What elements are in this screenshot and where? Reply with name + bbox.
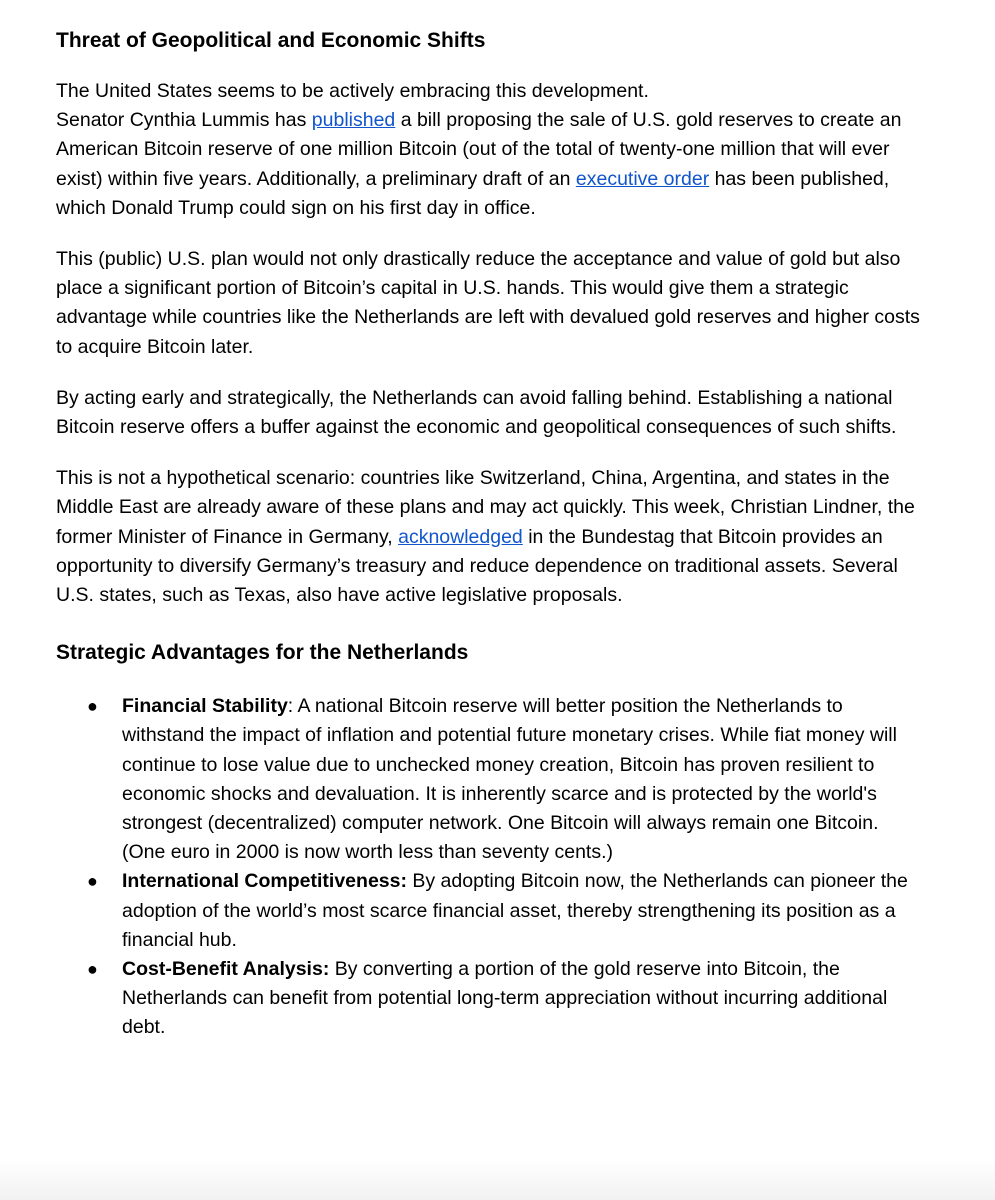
- advantages-list: [56, 692, 925, 1042]
- bullet-icon: ●: [87, 959, 98, 980]
- list-item-cost-benefit: [87, 955, 925, 1043]
- section-heading-threat: Threat of Geopolitical and Economic Shifts: [56, 29, 486, 52]
- list-item-text: By adopting Bitcoin now, the Netherlands can pioneer the adoption of the world’s most scarce financial asset, thereby strengthening its position as a financial hub.: [122, 870, 908, 951]
- text-run: in the Bundestag that Bitcoin provides an opportunity to diversify Germany’s treasury and reduce dependence on traditional assets. Several U.S. states, such as Texas, also have active legislative proposals.: [56, 525, 898, 607]
- list-item-financial-stability: [87, 692, 925, 867]
- list-item-term: International Competitiveness:: [122, 870, 407, 893]
- section-heading-advantages: Strategic Advantages for the Netherlands: [56, 641, 469, 665]
- paragraph-us-plan: This (public) U.S. plan would not only drastically reduce the acceptance and value of gold but also place a significant portion of Bitcoin’s capital in U.S. hands. This would give them a strategic advantage while countries like the Netherlands are left with devalued gold reserves and higher costs to acquire Bitcoin later.: [56, 248, 920, 358]
- text-run: Senator Cynthia Lummis has: [56, 109, 312, 132]
- list-item-term: Cost-Benefit Analysis:: [122, 958, 330, 981]
- list-item-text: By converting a portion of the gold reserve into Bitcoin, the Netherlands can benefit from potential long-term appreciation without incurring additional debt.: [122, 958, 888, 1039]
- paragraph-line: The United States seems to be actively embracing this development.: [56, 80, 649, 102]
- list-item-international-competitiveness: [87, 867, 925, 955]
- list-item-term: Financial Stability: [122, 695, 288, 718]
- paragraph-acting-early: By acting early and strategically, the Netherlands can avoid falling behind. Establishing a national Bitcoin reserve offers a buffer against the economic and geopolitical consequences of such shifts.: [56, 386, 897, 439]
- published-link[interactable]: published: [311, 109, 396, 132]
- text-run: has been published, which Donald Trump could sign on his first day in office.: [56, 167, 890, 219]
- text-run: a bill proposing the sale of U.S. gold reserves to create an American Bitcoin reserve of one million Bitcoin (out of the total of twenty-one million that will ever exist) within five years. Additionally, a preliminary draft of an: [56, 109, 902, 190]
- bullet-icon: ●: [87, 696, 98, 717]
- paragraph-not-hypothetical: [56, 464, 925, 610]
- list-item-text: : A national Bitcoin reserve will better position the Netherlands to withstand the impact of inflation and potential future monetary crises. While fiat money will continue to lose value due to unchecked money creation, Bitcoin has proven resilient to economic shocks and devaluation. It is inherently scarce and is protected by the world's strongest (decentralized) computer network. One Bitcoin will always remain one Bitcoin. (One euro in 2000 is now worth less than seventy cents.): [122, 695, 897, 864]
- text-run: This is not a hypothetical scenario: countries like Switzerland, China, Argentina, and states in the Middle East are already aware of these plans and may act quickly. This week, Christian Lindner, the former Minister of Finance in Germany,: [56, 467, 915, 548]
- page-bottom-edge: [0, 1160, 995, 1200]
- bullet-icon: ●: [87, 871, 98, 892]
- paragraph-us-embracing: [56, 77, 925, 223]
- executive-order-link[interactable]: executive order: [575, 167, 710, 190]
- acknowledged-link[interactable]: acknowledged: [398, 525, 523, 548]
